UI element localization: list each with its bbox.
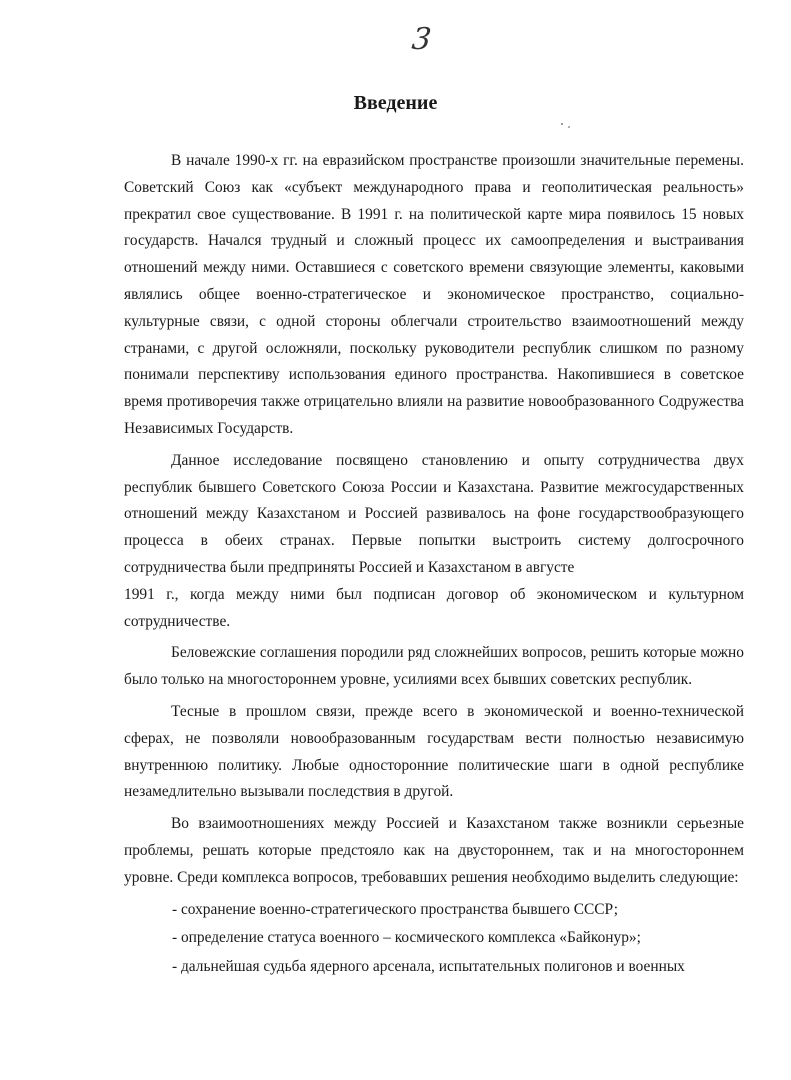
paragraph-research-subject: Данное исследование посвящено становлению и опыту сотрудничества двух республик бывшего Советского Союза России и Казахстана. Развитие межгосударственных отношений между Казахстаном и Россией развивалось на фоне государствообразующего процесса в обеих странах. Первые попытки выстроить систему долгосрочного сотрудничества были предприняты Россией и Казахстаном в августе bbox=[124, 451, 744, 576]
document-body bbox=[124, 148, 744, 981]
page-number: 3 bbox=[410, 22, 433, 57]
list-item: - дальнейшая судьба ядерного арсенала, испытательных полигонов и военных bbox=[172, 958, 685, 976]
scan-specks-decoration bbox=[560, 120, 574, 130]
paragraph-treaty-1991: 1991 г., когда между ними был подписан договор об экономическом и культурном сотрудничестве. bbox=[124, 585, 744, 630]
paragraph-belovezh: Беловежские соглашения породили ряд сложнейших вопросов, решить которые можно было только на многостороннем уровне, усилиями всех бывших советских республик. bbox=[124, 644, 744, 689]
paragraph-problems: Во взаимоотношениях между Россией и Казахстаном также возникли серьезные проблемы, решать которые предстояло как на двустороннем, так и на многостороннем уровне. Среди комплекса вопросов, требовавших решения необходимо выделить следующие: bbox=[124, 815, 744, 886]
list-item: - сохранение военно-стратегического пространства бывшего СССР; bbox=[172, 900, 618, 918]
paragraph-intro: В начале 1990-х гг. на евразийском пространстве произошли значительные перемены. Советский Союз как «субъект международного права и геополитическая реальность» прекратил свое существование. В 1991 г. на политической карте мира появилось 15 новых государств. Начался трудный и сложный процесс их самоопределения и выстраивания отношений между ними. Оставшиеся с советского времени связующие элементы, каковыми являлись общее военно-стратегическое и экономическое пространство, социально-культурные связи, с одной стороны облегчали строительство взаимоотношений между странами, с другой осложняли, поскольку руководители республик слишком по разному понимали перспективу использования единого пространства. Накопившиеся в советское время противоречия также отрицательно влияли на развитие новообразованного Содружества Независимых Государств. bbox=[124, 152, 744, 437]
paragraph-close-ties: Тесные в прошлом связи, прежде всего в экономической и военно-технической сферах, не позволяли новообразованным государствам вести полностью независимую внутреннюю политику. Любые односторонние политические шаги в одной республике незамедлительно вызывали последствия в другой. bbox=[124, 702, 744, 801]
list-item: - определение статуса военного – космического комплекса «Байконур»; bbox=[172, 929, 641, 947]
page-title: Введение bbox=[353, 92, 438, 114]
